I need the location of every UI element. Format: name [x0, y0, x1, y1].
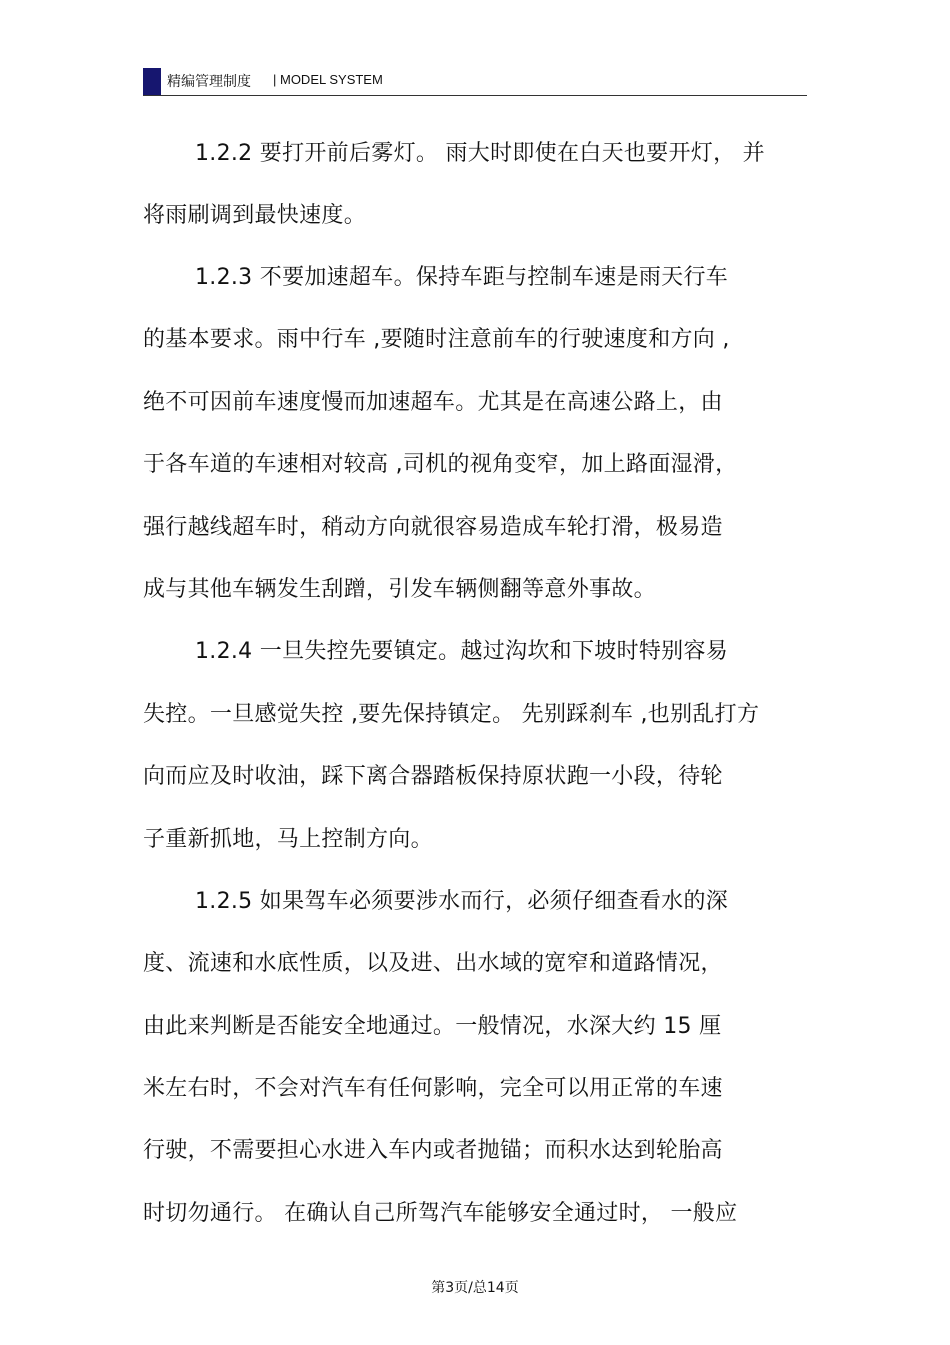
page-number: 第3页/总14页 [431, 1280, 519, 1296]
header-model-system: | MODEL SYSTEM [273, 72, 383, 87]
text-line: 1.2.2 要打开前后雾灯。 雨大时即使在白天也要开灯， 并 [195, 141, 765, 166]
header-divider [143, 95, 807, 96]
text-line: 向而应及时收油，踩下离合器踏板保持原状跑一小段，待轮 [143, 764, 723, 789]
text-line: 的基本要求。雨中行车 ,要随时注意前车的行驶速度和方向 , [143, 327, 730, 352]
text-line: 度、流速和水底性质，以及进、出水域的宽窄和道路情况， [143, 951, 723, 976]
text-line: 1.2.3 不要加速超车。保持车距与控制车速是雨天行车 [195, 265, 729, 290]
text-line: 绝不可因前车速度慢而加速超车。尤其是在高速公路上，由 [143, 390, 723, 415]
text-line: 行驶，不需要担心水进入车内或者抛锚；而积水达到轮胎高 [143, 1138, 723, 1163]
text-line: 子重新抓地，马上控制方向。 [143, 827, 433, 852]
header-brand: 精编管理制度 [167, 74, 251, 90]
page-header [143, 64, 807, 96]
text-line: 强行越线超车时，稍动方向就很容易造成车轮打滑，极易造 [143, 515, 723, 540]
text-line: 1.2.5 如果驾车必须要涉水而行，必须仔细查看水的深 [195, 889, 729, 914]
text-line: 成与其他车辆发生刮蹭，引发车辆侧翻等意外事故。 [143, 577, 656, 602]
text-line: 于各车道的车速相对较高 ,司机的视角变窄，加上路面湿滑， [143, 452, 738, 477]
text-line: 1.2.4 一旦失控先要镇定。越过沟坎和下坡时特别容易 [195, 639, 729, 664]
text-line: 米左右时，不会对汽车有任何影响，完全可以用正常的车速 [143, 1076, 723, 1101]
text-line: 时切勿通行。 在确认自己所驾汽车能够安全通过时， 一般应 [143, 1201, 738, 1226]
text-line: 由此来判断是否能安全地通过。一般情况，水深大约 15 厘 [143, 1014, 722, 1039]
text-line: 将雨刷调到最快速度。 [143, 203, 367, 228]
text-line: 失控。一旦感觉失控 ,要先保持镇定。 先别踩刹车 ,也别乱打方 [143, 702, 760, 727]
logo-icon [143, 68, 161, 96]
